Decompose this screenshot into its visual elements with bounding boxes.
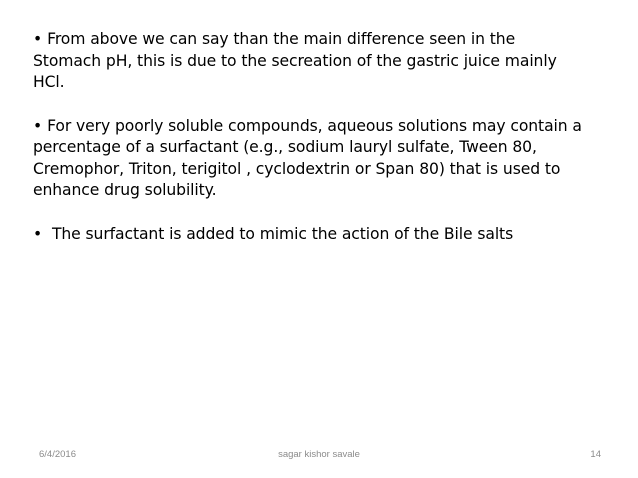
footer-date: 6/4/2016 xyxy=(39,449,76,460)
bullet-line: The surfactant is added to mimic the action of the Bile salts xyxy=(47,224,514,243)
footer-author: sagar kishor savale xyxy=(278,449,360,460)
bullet-line: From above we can say than the main difference seen in the xyxy=(47,30,516,48)
footer-page-number: 14 xyxy=(590,449,601,460)
bullet-paragraph xyxy=(33,116,603,202)
bullet-line: enhance drug solubility. xyxy=(33,181,217,199)
bullet-icon: • xyxy=(33,30,43,48)
bullet-line: Cremophor, Triton, terigitol , cyclodextrin or Span 80) that is used to xyxy=(33,159,561,178)
bullet-paragraph xyxy=(33,29,603,94)
bullet-line: HCl. xyxy=(33,73,65,91)
bullet-icon: • xyxy=(33,224,43,243)
bullet-icon: • xyxy=(33,116,43,135)
bullet-line: percentage of a surfactant (e.g., sodium lauryl sulfate, Tween 80, xyxy=(33,138,537,156)
bullet-paragraph xyxy=(33,224,603,246)
slide-body xyxy=(33,29,603,267)
bullet-line: Stomach pH, this is due to the secreation of the gastric juice mainly xyxy=(33,51,557,70)
bullet-line: For very poorly soluble compounds, aqueous solutions may contain a xyxy=(47,116,582,135)
